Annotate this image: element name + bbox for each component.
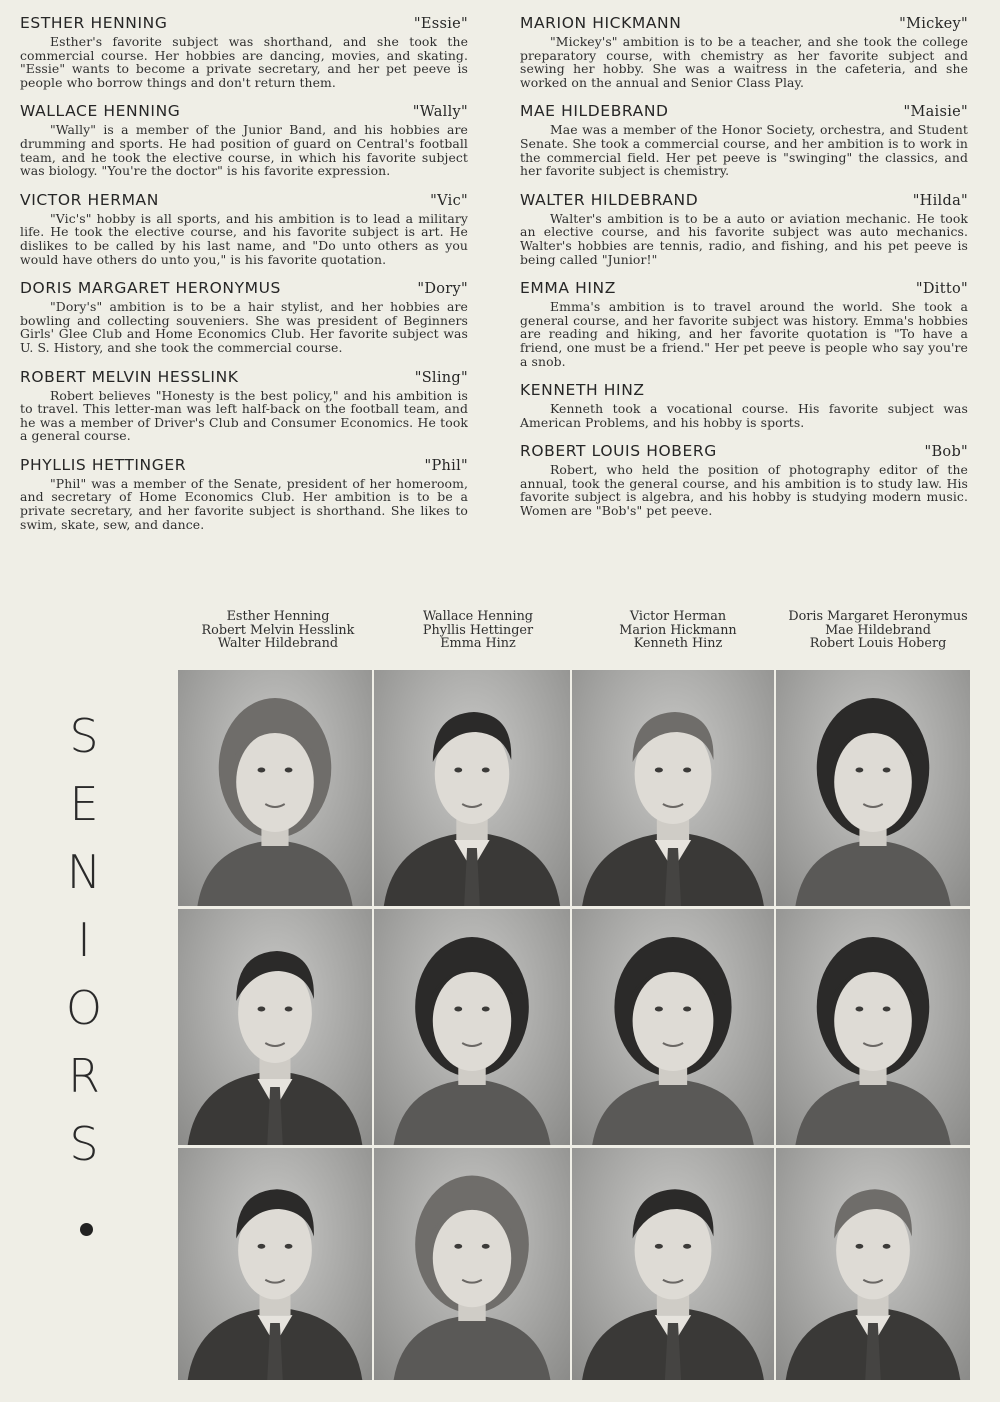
- section-title-letter: R: [68, 1049, 100, 1103]
- caption-column: [178, 610, 378, 651]
- student-bio: Kenneth took a vocational course. His favorite subject was American Problems, and his hobby is sports.: [520, 401, 968, 430]
- student-bio: Esther's favorite subject was shorthand, and she took the commercial course. Her hobbies are dancing, movies, and skating. "Essie" wants to become a private secretary, and her pet peeve is people who borrow things and don't return them.: [20, 34, 468, 90]
- student-name: WALLACE HENNING: [20, 102, 181, 121]
- portrait-photo: [178, 1148, 372, 1380]
- student-bio: "Wally" is a member of the Junior Band, and his hobbies are drumming and sports. He had position of guard on Central's football team, and he took the elective course, in which his favorite subject was biology. "You're the doctor" is his favorite expression.: [20, 122, 468, 179]
- student-name: KENNETH HINZ: [520, 381, 645, 400]
- portrait-photo: [572, 1148, 774, 1380]
- student-bio: Robert believes "Honesty is the best policy," and his ambition is to travel. This letter-man was left half-back on the football team, and he was a member of Driver's Club and Consumer Economics. He took a general course.: [20, 387, 468, 444]
- student-name: WALTER HILDEBRAND: [520, 190, 699, 209]
- caption-name: Emma Hinz: [440, 636, 516, 652]
- section-title-letter: I: [77, 913, 91, 967]
- bio-entry: [520, 14, 968, 89]
- portrait-photo: [776, 1148, 970, 1380]
- portrait-photo: [178, 909, 372, 1145]
- bio-entry: [20, 456, 468, 531]
- section-title-letter: S: [69, 1117, 99, 1171]
- caption-name: Robert Melvin Hesslink: [201, 622, 355, 638]
- student-name: EMMA HINZ: [520, 279, 616, 298]
- student-nickname: "Bob": [924, 444, 968, 461]
- bio-entry: [20, 191, 468, 266]
- bio-entry: [20, 368, 468, 443]
- student-name: ROBERT LOUIS HOBERG: [520, 442, 717, 461]
- bullet-dot: [80, 1223, 93, 1236]
- caption-name: Walter Hildebrand: [217, 636, 339, 652]
- caption-column: [778, 610, 978, 651]
- caption-column: [578, 610, 778, 651]
- section-title-letter: N: [66, 845, 102, 899]
- bio-entry: [520, 279, 968, 368]
- student-nickname: "Phil": [424, 457, 468, 474]
- caption-name: Marion Hickmann: [619, 622, 737, 638]
- portrait-grid: [178, 670, 970, 1380]
- student-nickname: "Vic": [430, 192, 468, 209]
- student-name: PHYLLIS HETTINGER: [20, 455, 187, 474]
- portrait-photo: [776, 670, 970, 906]
- student-nickname: "Dory": [417, 281, 468, 298]
- bio-entry: [520, 381, 968, 429]
- portrait-photo: [374, 909, 570, 1145]
- caption-name: Doris Margaret Heronymus: [788, 609, 968, 624]
- portrait-photo: [178, 670, 372, 906]
- student-nickname: "Mickey": [899, 16, 968, 32]
- caption-name: Robert Louis Hoberg: [809, 636, 947, 652]
- portrait-photo: [374, 670, 570, 906]
- caption-name: Kenneth Hinz: [633, 636, 723, 652]
- bio-column-right: [520, 14, 968, 531]
- caption-name: Wallace Henning: [422, 609, 534, 624]
- student-name: DORIS MARGARET HERONYMUS: [20, 279, 281, 298]
- student-bio: Walter's ambition is to be a auto or aviation mechanic. He took an elective course, and his favorite subject was auto mechanics. Walter's hobbies are tennis, radio, and fishing, and his pet peeve is being called "Junior!": [520, 210, 968, 267]
- student-bio: "Phil" was a member of the Senate, president of her homeroom, and secretary of Home Economics Club. Her ambition is to be a private secretary, and her favorite subject is shorthand. She likes to swim, skate, sew, and dance.: [20, 475, 468, 532]
- caption-name: Phyllis Hettinger: [422, 622, 534, 638]
- portrait-photo: [776, 909, 970, 1145]
- bio-entry: [20, 14, 468, 89]
- student-name: ROBERT MELVIN HESSLINK: [20, 367, 239, 386]
- student-nickname: "Maisie": [903, 104, 968, 121]
- student-name: MAE HILDEBRAND: [520, 102, 669, 121]
- bio-entry: [20, 279, 468, 354]
- bio-entry: [520, 191, 968, 266]
- portrait-photo: [572, 909, 774, 1145]
- student-nickname: "Wally": [412, 104, 468, 121]
- student-name: ESTHER HENNING: [20, 14, 168, 32]
- section-title-letter: E: [69, 777, 99, 831]
- student-name: MARION HICKMANN: [520, 14, 682, 32]
- student-nickname: "Ditto": [915, 281, 968, 298]
- section-title-letter: S: [69, 709, 99, 763]
- student-bio: Robert, who held the position of photography editor of the annual, took the general course, and his ambition is to study law. His favorite subject is algebra, and his hobby is studying modern music. Women are "Bob's" pet peeve.: [520, 462, 968, 519]
- student-bio: Mae was a member of the Honor Society, orchestra, and Student Senate. She took a commercial course, and her ambition is to work in the commercial field. Her pet peeve is "swinging" the classics, and her favorite subject is chemistry.: [520, 122, 968, 179]
- portrait-photo: [374, 1148, 570, 1380]
- bio-column-left: [20, 14, 468, 544]
- section-title-seniors: [58, 702, 110, 1178]
- student-nickname: "Essie": [413, 16, 468, 32]
- bio-entry: [520, 102, 968, 177]
- student-bio: "Vic's" hobby is all sports, and his ambition is to lead a military life. He took the elective course, and his favorite subject is art. He dislikes to be called by his last name, and "Do unto others as you would have others do unto you," is his favorite quotation.: [20, 210, 468, 267]
- student-bio: "Mickey's" ambition is to be a teacher, and she took the college preparatory course, with chemistry as her favorite subject and sewing her hobby. She was a waitress in the cafeteria, and she worked on the annual and Senior Class Play.: [520, 34, 968, 90]
- bio-entry: [20, 102, 468, 177]
- caption-name: Mae Hildebrand: [825, 622, 931, 638]
- caption-column: [378, 610, 578, 651]
- section-title-letter: O: [65, 981, 103, 1035]
- student-name: VICTOR HERMAN: [20, 190, 159, 209]
- caption-name: Esther Henning: [226, 609, 330, 624]
- student-nickname: "Hilda": [912, 192, 968, 209]
- bio-entry: [520, 442, 968, 517]
- student-bio: "Dory's" ambition is to be a hair stylist, and her hobbies are bowling and collecting souveniers. She was president of Beginners Girls' Glee Club and Home Economics Club. Her favorite subject was U. S. History, and she took the commercial course.: [20, 299, 468, 355]
- student-nickname: "Sling": [414, 369, 468, 386]
- photo-caption-block: [178, 610, 978, 651]
- student-bio: Emma's ambition is to travel around the world. She took a general course, and her favorite subject was history. Emma's hobbies are reading and hiking, and her favorite quotation is "To have a friend, one must be a friend." Her pet peeve is people who say you're a snob.: [520, 299, 968, 369]
- portrait-photo: [572, 670, 774, 906]
- caption-name: Victor Herman: [629, 609, 727, 624]
